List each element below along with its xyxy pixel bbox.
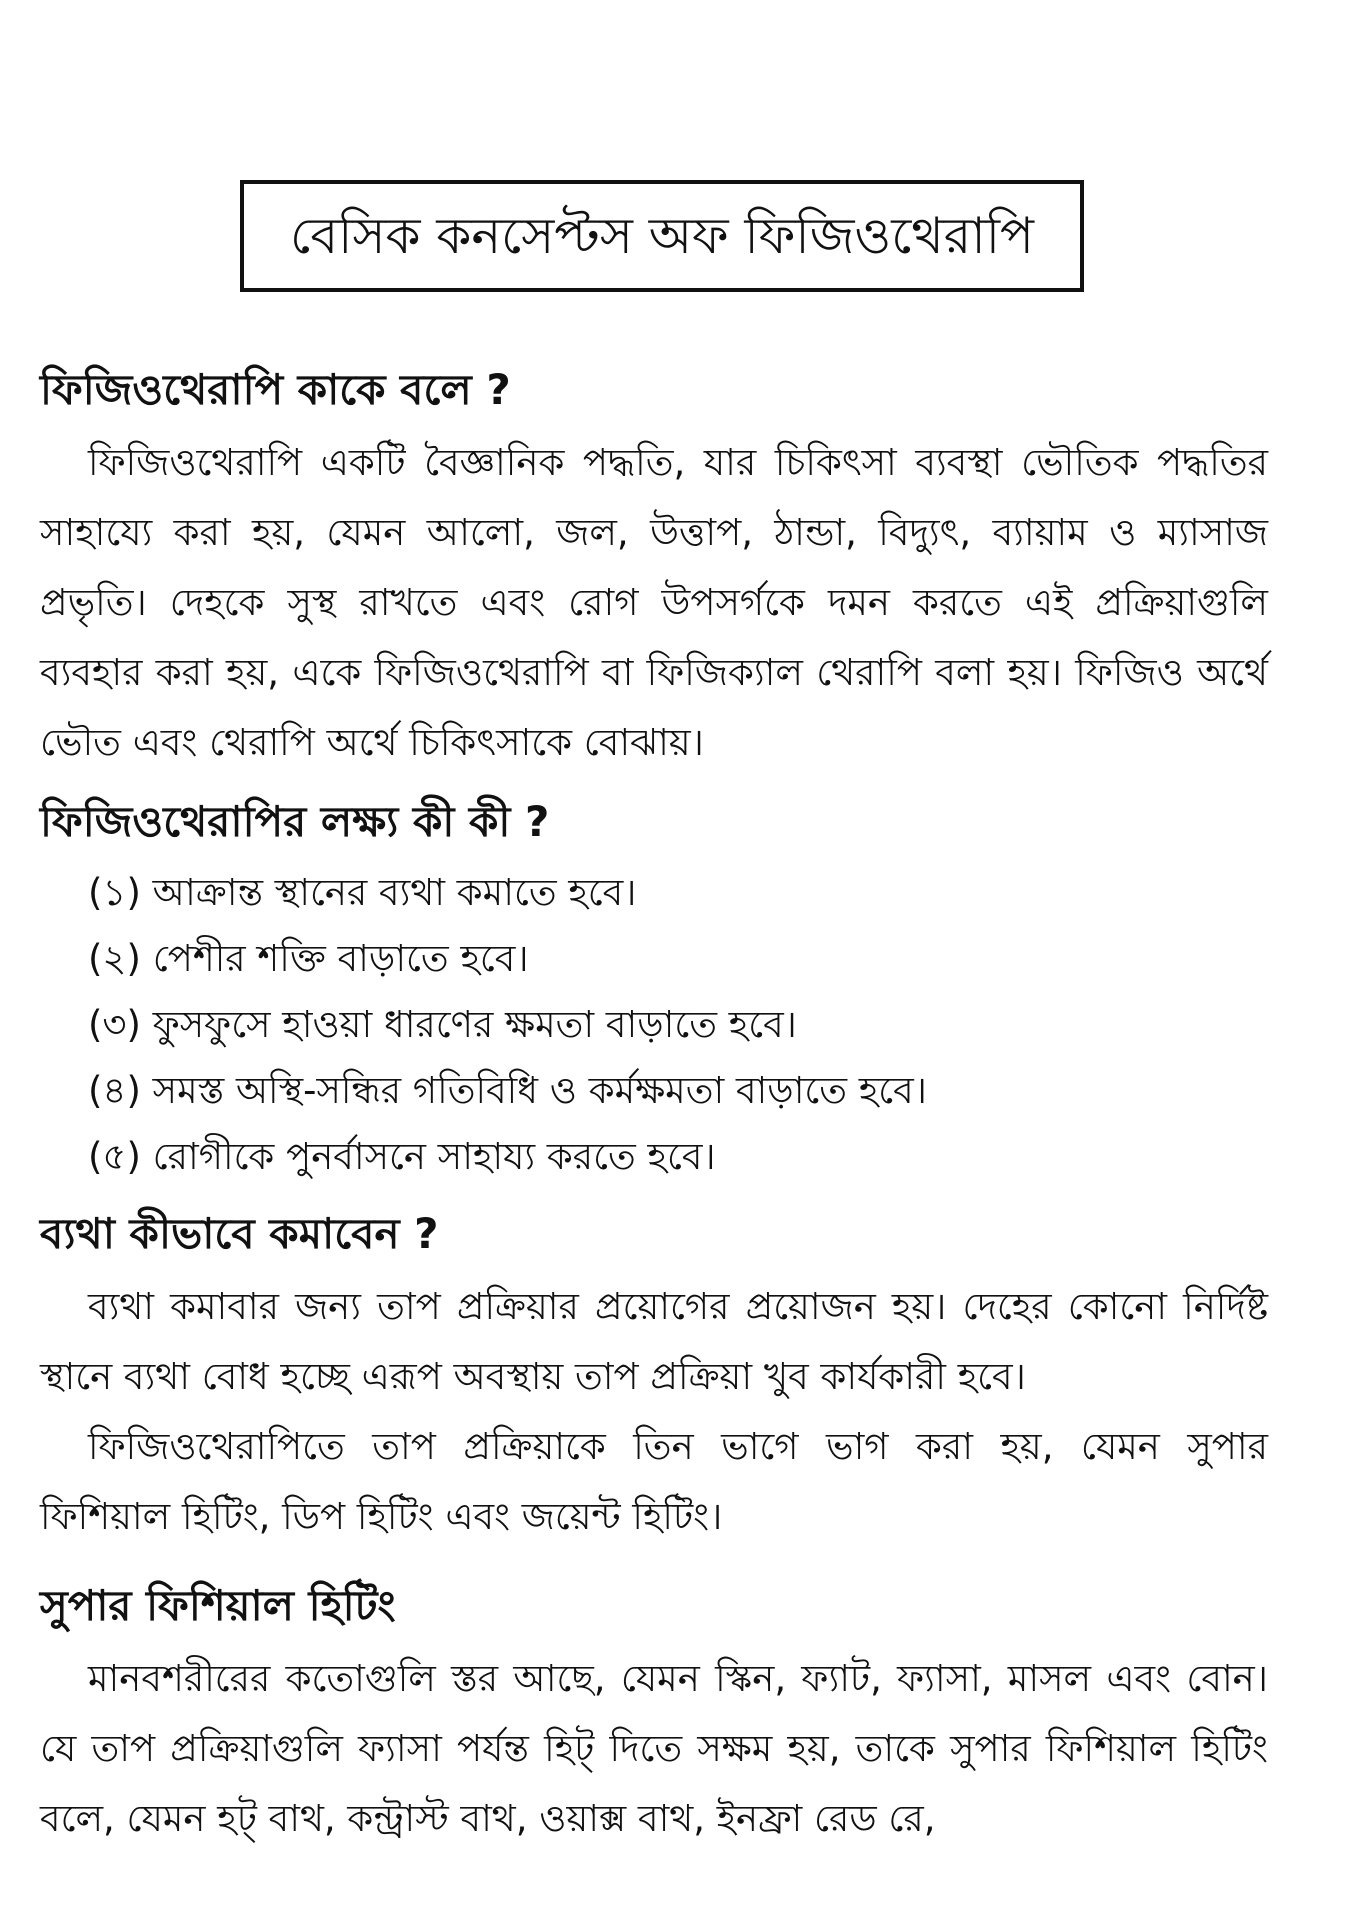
- section-paragraph: ফিজিওথেরাপি একটি বৈজ্ঞানিক পদ্ধতি, যার চিকিৎসা ব্যবস্থা ভৌতিক পদ্ধতির সাহায্যে করা হয়, যেমন আলো, জল, উত্তাপ, ঠান্ডা, বিদ্যুৎ, ব্যায়াম ও ম্যাসাজ প্রভৃতি। দেহকে সুস্থ রাখতে এবং রোগ উপসর্গকে দমন করতে এই প্রক্রিয়াগুলি ব্যবহার করা হয়, একে ফিজিওথেরাপি বা ফিজিক্যাল থেরাপি বলা হয়। ফিজিও অর্থে ভৌত এবং থেরাপি অর্থে চিকিৎসাকে বোঝায়।: [40, 441, 1268, 764]
- list-item: (৫) রোগীকে পুনর্বাসনে সাহায্য করতে হবে।: [88, 1135, 716, 1178]
- section-what-is-physiotherapy: [40, 352, 1268, 778]
- section-superficial-heating: [40, 1568, 1268, 1854]
- content: [40, 352, 1268, 1854]
- section-heading: ব্যথা কীভাবে কমাবেন ?: [40, 1209, 439, 1258]
- section-pain-relief: [40, 1196, 1268, 1552]
- section-heading: সুপার ফিশিয়াল হিটিং: [40, 1581, 396, 1630]
- section-heading: ফিজিওথেরাপি কাকে বলে ?: [40, 365, 511, 414]
- list-item: (৩) ফুসফুসে হাওয়া ধারণের ক্ষমতা বাড়াতে হবে।: [88, 1003, 797, 1046]
- goals-list: [40, 860, 1268, 1190]
- section-paragraph: ব্যথা কমাবার জন্য তাপ প্রক্রিয়ার প্রয়োগের প্রয়োজন হয়। দেহের কোনো নির্দিষ্ট স্থানে ব্যথা বোধ হচ্ছে এরূপ অবস্থায় তাপ প্রক্রিয়া খুব কার্যকারী হবে।: [40, 1285, 1269, 1398]
- list-item: (৪) সমস্ত অস্থি-সন্ধির গতিবিধি ও কর্মক্ষমতা বাড়াতে হবে।: [88, 1069, 927, 1112]
- section-paragraph: মানবশরীরের কতোগুলি স্তর আছে, যেমন স্কিন, ফ্যাট, ফ্যাসা, মাসল এবং বোন। যে তাপ প্রক্রিয়াগুলি ফ্যাসা পর্যন্ত হিট্ দিতে সক্ষম হয়, তাকে সুপার ফিশিয়াল হিটিং বলে, যেমন হট্ বাথ, কন্ট্রাস্ট বাথ, ওয়াক্স বাথ, ইনফ্রা রেড রে,: [40, 1657, 1268, 1840]
- section-goals: [40, 784, 1268, 1190]
- list-item: (২) পেশীর শক্তি বাড়াতে হবে।: [88, 937, 529, 980]
- section-heading: ফিজিওথেরাপির লক্ষ্য কী কী ?: [40, 797, 550, 846]
- page-title: বেসিক কনসেপ্টস অফ ফিজিওথেরাপি: [290, 207, 1034, 265]
- list-item: (১) আক্রান্ত স্থানের ব্যথা কমাতে হবে।: [88, 871, 637, 914]
- title-box: [240, 180, 1084, 292]
- section-paragraph: ফিজিওথেরাপিতে তাপ প্রক্রিয়াকে তিন ভাগে ভাগ করা হয়, যেমন সুপার ফিশিয়াল হিটিং, ডিপ হিটিং এবং জয়েন্ট হিটিং।: [40, 1425, 1268, 1538]
